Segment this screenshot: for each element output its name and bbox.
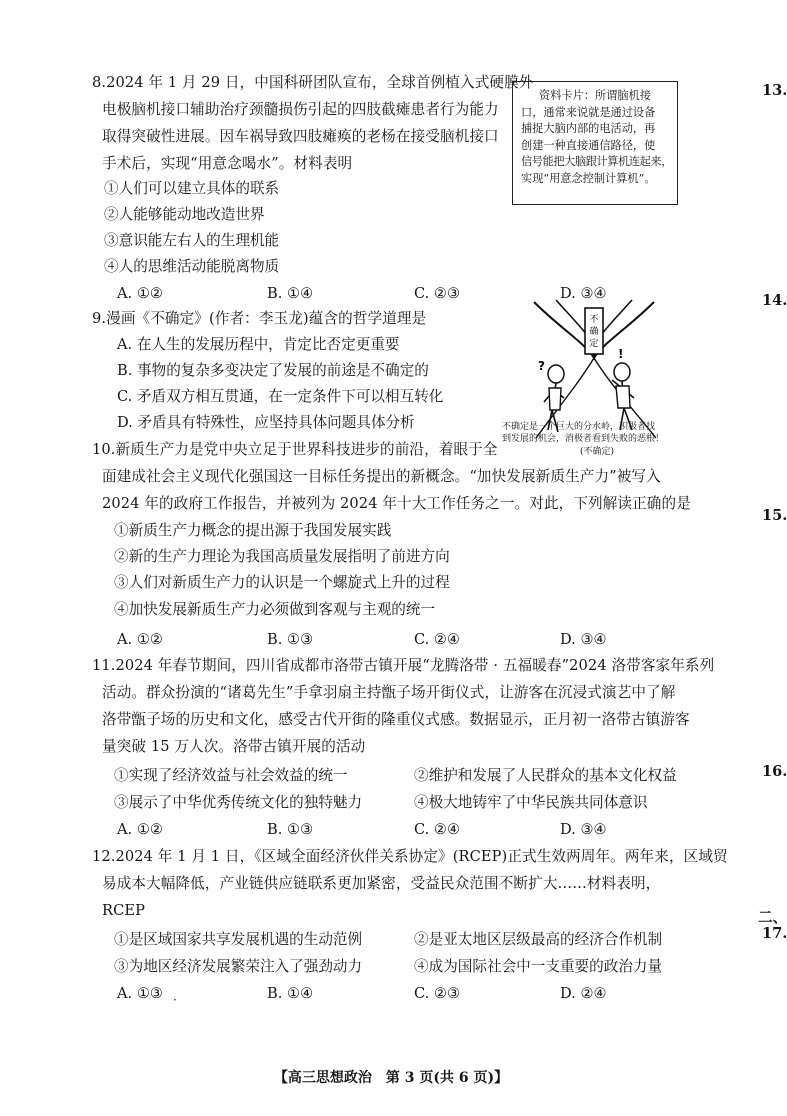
q12-answer-b: B. ①④: [267, 985, 314, 1002]
q10-answer-c: C. ②④: [414, 631, 461, 648]
q8-answer-a: A. ①②: [117, 285, 163, 302]
q10-answer-b: B. ①③: [267, 631, 314, 648]
margin-label-14: 14.: [762, 292, 787, 309]
q8-answer-d: D. ③④: [560, 285, 607, 302]
stray-mark: ·: [173, 993, 177, 1007]
page-footer: 【高三思想政治 第 3 页(共 6 页)】: [273, 1070, 509, 1086]
q12-line-3: RCEP: [102, 902, 146, 919]
q12-option-1: ①是区域国家共享发展机遇的生动范例: [114, 931, 363, 948]
q10-line-3: 2024 年的政府工作报告，并被列为 2024 年十大工作任务之一。对此，下列解读正确的是: [102, 495, 691, 512]
q11-answer-d: D. ③④: [560, 821, 607, 838]
q9-stem: 9.漫画《不确定》(作者：李玉龙)蕴含的哲学道理是: [92, 310, 427, 327]
q12-line-1: 12.2024 年 1 月 1 日，《区域全面经济伙伴关系协定》(RCEP)正式生效两周年。两年来，区域贸: [92, 848, 728, 865]
q9-option-c: C. 矛盾双方相互贯通，在一定条件下可以相互转化: [117, 388, 444, 405]
margin-section-label: 二、: [758, 909, 787, 926]
info-card-line: 捕捉大脑内部的电活动，再: [521, 122, 656, 136]
info-card: [512, 81, 678, 205]
q8-line-4: 手术后，实现“用意念喝水”。材料表明: [102, 155, 353, 172]
q8-option-3: ③意识能左右人的生理机能: [104, 232, 280, 249]
q11-answer-c: C. ②④: [414, 821, 461, 838]
cartoon-title: (不确定): [580, 447, 615, 457]
q10-option-3: ③人们对新质生产力的认识是一个螺旋式上升的过程: [114, 574, 450, 591]
q10-line-2: 面建成社会主义现代化强国这一目标任务提出的新概念。“加快发展新质生产力”被写入: [102, 468, 661, 485]
margin-label-17: 17.: [762, 925, 787, 942]
exclamation-mark: !: [618, 347, 624, 361]
q12-option-3: ③为地区经济发展繁荣注入了强劲动力: [114, 958, 363, 975]
sign-char-1: 不: [589, 315, 599, 325]
q12-answer-c: C. ②③: [414, 985, 461, 1002]
question-mark: ?: [538, 359, 545, 373]
q11-option-3: ③展示了中华优秀传统文化的独特魅力: [114, 794, 363, 811]
q12-answer-a: A. ①③: [117, 985, 163, 1002]
margin-label-16: 16.: [762, 763, 787, 780]
q11-answer-a: A. ①②: [117, 821, 163, 838]
info-card-line: 创建一种直接通信路径，使: [521, 138, 656, 152]
q8-option-4: ④人的思维活动能脱离物质: [104, 258, 280, 275]
q9-option-a: A. 在人生的发展历程中，肯定比否定更重要: [117, 336, 400, 353]
q12-line-2: 易成本大幅降低，产业链供应链联系更加紧密，受益民众范围不断扩大……材料表明，: [102, 875, 661, 892]
q11-option-4: ④极大地铸牢了中华民族共同体意识: [414, 794, 648, 811]
info-card-line: 信号能把大脑跟计算机连起来，: [521, 155, 673, 169]
q12-option-4: ④成为国际社会中一支重要的政治力量: [414, 958, 663, 975]
q11-option-2: ②维护和发展了人民群众的基本文化权益: [414, 767, 677, 784]
info-card-line: 口，通常来说就是通过设备: [521, 105, 656, 119]
q8-answer-c: C. ②③: [414, 285, 461, 302]
q10-option-1: ①新质生产力概念的提出源于我国发展实践: [114, 522, 392, 539]
q10-option-4: ④加快发展新质生产力必须做到客观与主观的统一: [114, 601, 436, 618]
q10-answer-d: D. ③④: [560, 631, 607, 648]
q11-line-2: 活动。群众扮演的“诸葛先生”手拿羽扇主持甑子场开街仪式，让游客在沉浸式演艺中了解: [102, 684, 676, 701]
q8-answer-b: B. ①④: [267, 285, 314, 302]
cartoon-caption-line-2: 到发展的机会，消极者看到失败的恶根！: [502, 434, 665, 444]
q8-option-2: ②人能够能动地改造世界: [104, 206, 265, 223]
q9-option-b: B. 事物的复杂多变决定了发展的前途是不确定的: [117, 362, 429, 379]
sign-char-3: 定: [589, 339, 599, 349]
q10-option-2: ②新的生产力理论为我国高质量发展指明了前进方向: [114, 548, 450, 565]
q11-answer-b: B. ①③: [267, 821, 314, 838]
q10-answer-a: A. ①②: [117, 631, 163, 648]
q8-line-3: 取得突破性进展。因车祸导致四肢瘫痪的老杨在接受脑机接口: [102, 128, 499, 145]
info-card-line: 实现“用意念控制计算机”。: [521, 171, 656, 185]
cartoon-caption-line-1: 不确定是一个巨大的分水岭，积极者找: [502, 422, 656, 432]
q8-option-1: ①人们可以建立具体的联系: [104, 180, 280, 197]
q8-line-1: 8.2024 年 1 月 29 日，中国科研团队宣布，全球首例植入式硬膜外: [92, 74, 534, 91]
margin-label-13: 13.: [762, 82, 787, 99]
q11-line-3: 洛带甑子场的历史和文化，感受古代开街的隆重仪式感。数据显示，正月初一洛带古镇游客: [102, 711, 690, 728]
q12-option-2: ②是亚太地区层级最高的经济合作机制: [414, 931, 663, 948]
q11-line-4: 量突破 15 万人次。洛带古镇开展的活动: [102, 738, 366, 755]
q11-line-1: 11.2024 年春节期间，四川省成都市洛带古镇开展“龙腾洛带 · 五福暖春”2024 洛带客家年系列: [92, 657, 715, 674]
margin-label-15: 15.: [762, 507, 787, 524]
q12-answer-d: D. ②④: [560, 985, 607, 1002]
q10-line-1: 10.新质生产力是党中央立足于世界科技进步的前沿，着眼于全: [92, 441, 498, 458]
q8-line-2: 电极脑机接口辅助治疗颈髓损伤引起的四肢截瘫患者行为能力: [102, 101, 499, 118]
sign-char-2: 确: [589, 327, 599, 337]
info-card-line: 资料卡片：所谓脑机接: [539, 89, 651, 102]
q11-option-1: ①实现了经济效益与社会效益的统一: [114, 767, 348, 784]
q9-option-d: D. 矛盾具有特殊性，应坚持具体问题具体分析: [117, 414, 415, 431]
